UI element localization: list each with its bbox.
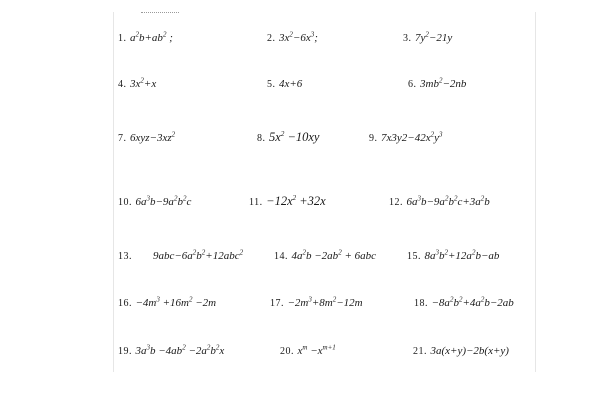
problem-3: 3. $7y^2-21y$ <box>403 30 453 44</box>
problem-14: 14. $4a^2b -2ab^2 + 6abc$ <box>274 248 376 262</box>
problem-12: 12. $6a^3b-9a^2b^2c+3a^2b$ <box>389 194 490 208</box>
problem-20: 20. $x^m -x^{m+1}$ <box>280 343 336 357</box>
problem-21: 21. 3a(x+y)−2b(x+y) <box>413 345 509 357</box>
problem-17: 17. $-2m^3+8m^2-12m$ <box>270 295 363 309</box>
problem-6: 6. $3mb^2-2nb$ <box>408 76 467 90</box>
problem-16: 16. $-4m^3 +16m^2 -2m$ <box>118 295 217 309</box>
problem-5: 5. 4x+6 <box>267 78 303 90</box>
problem-8: 8. $5x^2 -10xy$ <box>257 129 320 144</box>
problem-18: 18. $-8a^2b^2+4a^2b-2ab$ <box>414 295 514 309</box>
page-left-edge <box>113 12 114 372</box>
problem-10: 10. $6a^3b-9a^2b^2c$ <box>118 194 192 208</box>
problem-13: 13. $9abc-6a^2b^2+12abc^2$ <box>118 248 244 262</box>
page-right-edge <box>535 12 536 372</box>
problem-11: 11. $-12x^2 +32x$ <box>249 193 326 208</box>
problem-2: 2. $3x^2-6x^3$; <box>267 30 318 44</box>
problem-7: 7. $6xyz-3xz^2$ <box>118 130 176 144</box>
problem-1: 1. $a^2b+ab^2$ ; <box>118 30 173 44</box>
problem-19: 19. $3a^3b -4ab^2 -2a^2b^2x$ <box>118 343 225 357</box>
problem-15: 15. $8a^3b^2+12a^2b-ab$ <box>407 248 500 262</box>
cropped-header-remnant <box>141 12 179 19</box>
problem-9: 9. $7x3y2-42x^2y^3$ <box>369 130 443 144</box>
problem-4: 4. $3x^2+x$ <box>118 76 157 90</box>
